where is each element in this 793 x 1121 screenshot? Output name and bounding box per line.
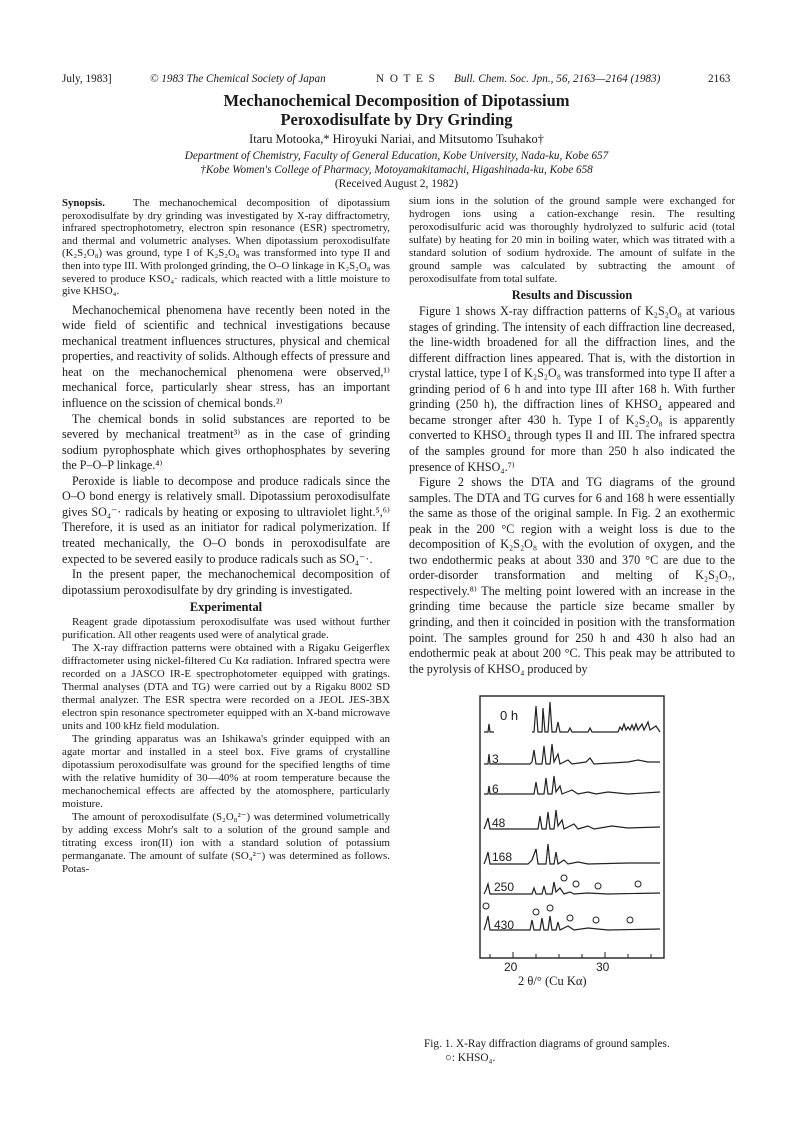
synopsis (62, 197, 390, 298)
caption-line-2: ○: KHSO₄. (445, 1051, 496, 1064)
xrd-diagram (478, 694, 678, 990)
figure-caption (424, 1038, 754, 1065)
trace-label-0h: 0 h (500, 708, 519, 723)
trace-label-250: 250 (494, 880, 515, 894)
section-heading-results: Results and Discussion (511, 288, 633, 302)
trace-label-430: 430 (494, 918, 515, 932)
trace-6 (484, 776, 660, 794)
khso4-marker (567, 915, 573, 921)
khso4-marker (561, 875, 567, 881)
synopsis-label: Synopsis. (62, 197, 105, 209)
affiliation-2: †Kobe Women's College of Pharmacy, Motoyamakitamachi, Higashinada-ku, Kobe 658 (200, 164, 593, 176)
trace-3 (484, 744, 660, 764)
affiliation-1: Department of Chemistry, Faculty of General Education, Kobe University, Nada-ku, Kobe 657 (184, 150, 609, 162)
header-page: 2163 (708, 73, 731, 85)
authors: Itaru Motooka,* Hiroyuki Nariai, and Mitsutomo Tsuhako† (249, 132, 544, 146)
intro-paragraph: Peroxide is liable to decompose and produce radicals since the O–O bond energy is relatively small. Dipotassium peroxodisulfate gives SO₄⁻· radicals by heating or exposing to ultraviolet light.⁵,⁶⁾ Therefore, it is used as an initiator for radical polymerization. If treated mechanically, the O–O bonds in peroxodisulfate are expected to be severed easily to produce radicals such as SO₄⁻·. (62, 473, 390, 566)
khso4-marker (573, 881, 579, 887)
left-column (62, 197, 390, 876)
khso4-marker (547, 905, 553, 911)
paper-title-line1: Mechanochemical Decomposition of Dipotassium (223, 91, 570, 110)
trace-48 (484, 810, 660, 829)
header-copyright: © 1983 The Chemical Society of Japan (150, 73, 326, 85)
synopsis-text: The mechanochemical decomposition of dipotassium peroxodisulfate by dry grinding was investigated by X-ray diffractometry, infrared spectrophotometry, electron spin resonance (ESR) spectrometry, and thermal and volumetric analyses. When dipotassium peroxodisulfate (K₂S₂O₈) was ground, type I of K₂S₂O₈ was transformed into type II and then into type III. With prolonged grinding, the O–O linkage in K₂S₂O₈ was severed to produce KSO₄· radicals, which reacted with a little moisture to give KHSO₄. (62, 197, 390, 298)
khso4-marker (533, 909, 539, 915)
experimental-paragraph: The amount of peroxodisulfate (S₂O₈²⁻) was determined volumetrically by adding excess Mohr's salt to a solution of the ground sample and titrating excess iron(II) ion with a standard solution of potassium permanganate. The amount of sulfate (SO₄²⁻) was determined as follows. Potas- (62, 811, 390, 876)
khso4-marker (627, 917, 633, 923)
khso4-marker (595, 883, 601, 889)
x-tick-30: 30 (596, 960, 610, 974)
results-paragraph: Figure 2 shows the DTA and TG diagrams of the ground samples. The DTA and TG curves for 6 and 168 h were essentially the same as those of the original sample. In Fig. 2 an exothermic peak in the 200 °C region with a weight loss is due to the decomposition of K₂S₂O₈ with the evolution of oxygen, and the two endothermic peaks at about 330 and 370 °C are due to the order-disorder transformation and melting of K₂S₂O₇, respectively.⁸⁾ The melting point lowered with an increase in the grinding time because the particle size became smaller by grinding, and then it coincided in position with the transformation point. The samples ground for 250 h and 430 h also had an endothermic peak at about 200 °C. This peak may be attributed to the pyrolysis of KHSO₄ produced by (409, 475, 735, 676)
intro-paragraph: In the present paper, the mechanochemical decomposition of dipotassium peroxodisulfate by dry grinding is investigated. (62, 567, 390, 597)
paper-title-line2: Peroxodisulfate by Dry Grinding (280, 110, 513, 129)
header-section: N O T E S (376, 73, 437, 85)
intro-paragraph: Mechanochemical phenomena have recently been noted in the wide field of scientific and technical investigations because mechanical treatment influences structures, physical and chemical properties, and reactivity of solids. Although effects of pressure and heat on the mechanochemical phenomena were observed,¹⁾ mechanical force, particularly shear stress, has an important influence on the scission of chemical bonds.²⁾ (62, 302, 390, 411)
x-axis-ticks (490, 952, 651, 958)
x-axis-label: 2 θ/° (Cu Kα) (518, 974, 587, 988)
xrd-traces (484, 702, 660, 930)
khso4-marker (635, 881, 641, 887)
experimental-paragraph: The grinding apparatus was an Ishikawa's grinder equipped with an agate mortar and installed in a steel box. Five grams of crystalline dipotassium peroxodisulfate was ground for the specified lengths of time with the relative humidity of 30—40% at room temperature because the mechanochemical effects are affected by the atomosphere, particularly moisture. (62, 733, 390, 811)
khso4-marker (593, 917, 599, 923)
trace-label-3: 3 (492, 752, 499, 766)
trace-label-6: 6 (492, 782, 499, 796)
right-column (409, 195, 735, 677)
trace-label-168: 168 (492, 850, 513, 864)
x-tick-20: 20 (504, 960, 518, 974)
intro-paragraph: The chemical bonds in solid substances are reported to be severed by mechanical treatment³⁾ as in the case of grinding sodium pyrophosphate which gives orthophosphates by severing the P–O–P linkage.⁴⁾ (62, 411, 390, 473)
section-heading-experimental: Experimental (189, 600, 263, 615)
results-paragraph: Figure 1 shows X-ray diffraction patterns of K₂S₂O₈ at various stages of grinding. The intensity of each diffraction line decreased, the line-width broadened for all the diffraction lines, and the different diffraction lines appeared. That is, with the distortion in crystal lattice, type I of K₂S₂O₈ was transformed into type II after a grinding period of 6 h and into type III after 168 h. With further grinding (250 h), the diffraction lines of KHSO₄ appeared and became stronger after 430 h. Type I of K₂S₂O₈ is apparently converted to KHSO₄ through types II and III. The infrared spectra of the samples ground for more than 250 h also indicated the presence of KHSO₄.⁷⁾ (409, 304, 735, 474)
trace-label-48: 48 (492, 816, 506, 830)
header-journal: Bull. Chem. Soc. Jpn., 56, 2163—2164 (1983) (454, 73, 661, 85)
received-date: (Received August 2, 1982) (334, 178, 459, 190)
experimental-continued: sium ions in the solution of the ground sample were exchanged for hydrogen ions using a cation-exchange resin. The resulting peroxodisulfuric acid was thoroughly hydrolyzed to sulfuric acid (total sulfate) by heating for 20 min in boiling water, which was titrated with a standard solution of sodium hydroxide. The amount of sulfate in the ground sample was calculated by subtracting the amount of peroxodisulfate from total sulfate. (409, 195, 735, 285)
header-date: July, 1983] (62, 73, 112, 85)
khso4-marker (483, 903, 489, 909)
running-header (62, 73, 732, 89)
experimental-paragraph: Reagent grade dipotassium peroxodisulfate was used without further purification. All other reagents used were of analytical grade. (62, 616, 390, 642)
figure-1 (478, 694, 678, 990)
caption-line-1: Fig. 1. X-Ray diffraction diagrams of ground samples. (424, 1038, 670, 1050)
experimental-paragraph: The X-ray diffraction patterns were obtained with a Rigaku Geigerflex diffractometer using nickel-filtered Cu Kα radiation. Infrared spectra were recorded on a JASCO IR-E spectrophotometer equipped with gratings. Thermal analyses (DTA and TG) were carried out by a Rigaku 8002 SD thermal analyzer. The ESR spectra were recorded on a JEOL JES-3BX electron spin resonance spectrometer equipped with an X-band microwave units and 100 kHz field modulation. (62, 642, 390, 733)
